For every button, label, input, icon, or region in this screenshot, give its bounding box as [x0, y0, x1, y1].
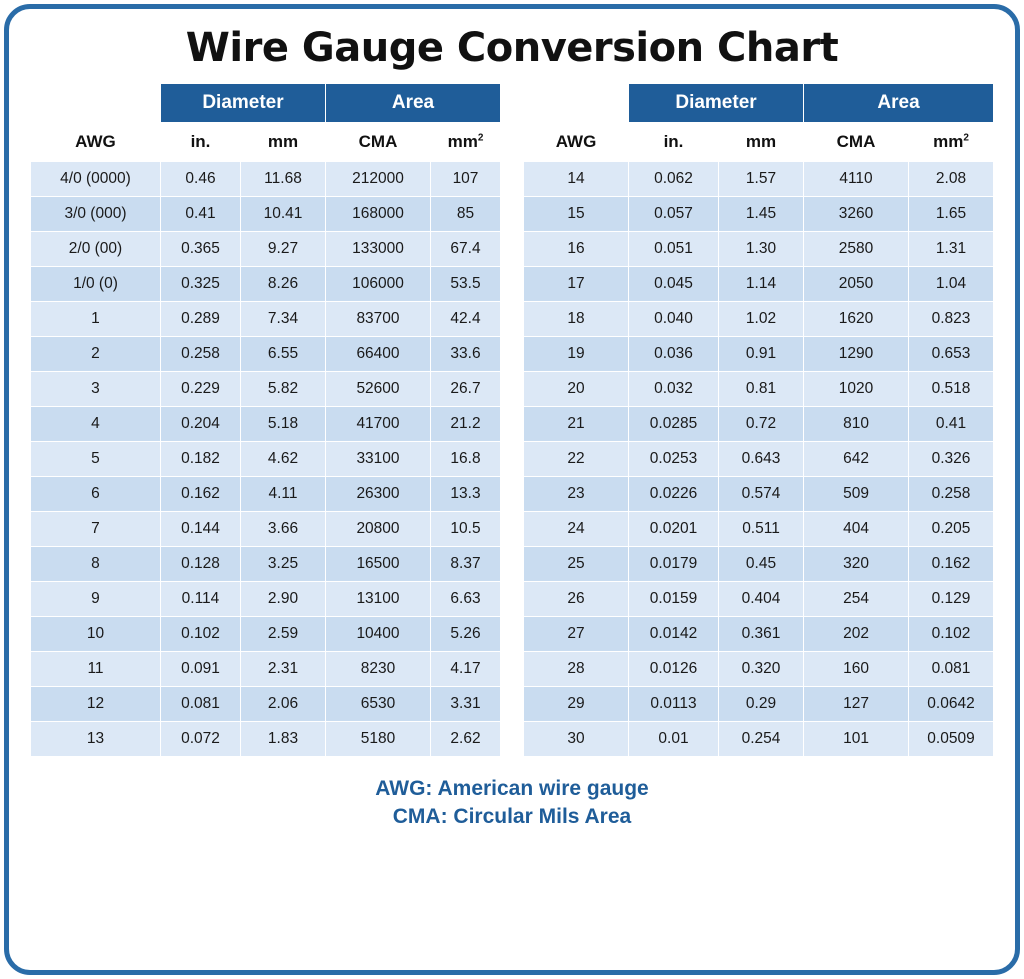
awg-cell: 21: [524, 407, 629, 442]
table-row: [524, 267, 994, 302]
mm2-cell: 33.6: [431, 337, 501, 372]
tables-container: [9, 83, 1015, 757]
column-header-mm2-base: mm: [933, 132, 964, 151]
column-header-inch: in.: [160, 123, 240, 162]
mm2-cell: 6.63: [431, 582, 501, 617]
column-header-mm2-base: mm: [447, 132, 478, 151]
wire-gauge-table-left: [30, 83, 501, 757]
mm2-cell: 0.102: [909, 617, 994, 652]
inch-cell: 0.0226: [629, 477, 719, 512]
cma-cell: 20800: [326, 512, 431, 547]
awg-cell: 11: [30, 652, 160, 687]
mm2-cell: 0.41: [909, 407, 994, 442]
inch-cell: 0.01: [629, 722, 719, 757]
cma-cell: 404: [804, 512, 909, 547]
table-sub-header-row: [524, 123, 994, 162]
mm-cell: 1.45: [719, 197, 804, 232]
awg-cell: 28: [524, 652, 629, 687]
cma-cell: 320: [804, 547, 909, 582]
mm-cell: 3.66: [240, 512, 325, 547]
mm2-cell: 0.823: [909, 302, 994, 337]
awg-cell: 23: [524, 477, 629, 512]
cma-cell: 83700: [326, 302, 431, 337]
group-header-blank: [30, 84, 160, 123]
table-row: [524, 547, 994, 582]
cma-cell: 127: [804, 687, 909, 722]
mm2-cell: 21.2: [431, 407, 501, 442]
inch-cell: 0.0142: [629, 617, 719, 652]
mm-cell: 1.83: [240, 722, 325, 757]
cma-cell: 1620: [804, 302, 909, 337]
mm2-cell: 107: [431, 162, 501, 197]
mm-cell: 5.82: [240, 372, 325, 407]
awg-cell: 27: [524, 617, 629, 652]
awg-cell: 22: [524, 442, 629, 477]
awg-cell: 18: [524, 302, 629, 337]
mm-cell: 0.511: [719, 512, 804, 547]
column-header-cma: CMA: [804, 123, 909, 162]
mm2-cell: 0.162: [909, 547, 994, 582]
table-row: [524, 197, 994, 232]
mm-cell: 0.91: [719, 337, 804, 372]
inch-cell: 0.102: [160, 617, 240, 652]
table-row: [30, 372, 500, 407]
mm-cell: 0.254: [719, 722, 804, 757]
legend: [9, 775, 1015, 832]
cma-cell: 509: [804, 477, 909, 512]
table-row: [30, 197, 500, 232]
table-row: [30, 232, 500, 267]
column-header-mm2: [431, 123, 501, 162]
group-header-diameter: Diameter: [629, 84, 804, 123]
mm2-cell: 0.0509: [909, 722, 994, 757]
column-header-mm2: [909, 123, 994, 162]
inch-cell: 0.204: [160, 407, 240, 442]
awg-cell: 15: [524, 197, 629, 232]
table-row: [524, 302, 994, 337]
mm2-cell: 13.3: [431, 477, 501, 512]
awg-cell: 14: [524, 162, 629, 197]
awg-cell: 7: [30, 512, 160, 547]
group-header-blank: [524, 84, 629, 123]
awg-cell: 3: [30, 372, 160, 407]
mm2-cell: 1.65: [909, 197, 994, 232]
cma-cell: 52600: [326, 372, 431, 407]
mm2-cell: 0.258: [909, 477, 994, 512]
awg-cell: 17: [524, 267, 629, 302]
inch-cell: 0.0159: [629, 582, 719, 617]
column-header-awg: AWG: [30, 123, 160, 162]
mm2-cell: 5.26: [431, 617, 501, 652]
cma-cell: 2580: [804, 232, 909, 267]
table-row: [524, 442, 994, 477]
mm-cell: 8.26: [240, 267, 325, 302]
cma-cell: 8230: [326, 652, 431, 687]
cma-cell: 16500: [326, 547, 431, 582]
cma-cell: 41700: [326, 407, 431, 442]
mm-cell: 0.320: [719, 652, 804, 687]
cma-cell: 5180: [326, 722, 431, 757]
mm-cell: 10.41: [240, 197, 325, 232]
mm2-cell: 10.5: [431, 512, 501, 547]
mm2-cell: 42.4: [431, 302, 501, 337]
table-row: [524, 477, 994, 512]
cma-cell: 160: [804, 652, 909, 687]
awg-cell: 13: [30, 722, 160, 757]
inch-cell: 0.0179: [629, 547, 719, 582]
inch-cell: 0.0126: [629, 652, 719, 687]
cma-cell: 168000: [326, 197, 431, 232]
mm-cell: 4.11: [240, 477, 325, 512]
inch-cell: 0.41: [160, 197, 240, 232]
mm-cell: 3.25: [240, 547, 325, 582]
awg-cell: 8: [30, 547, 160, 582]
awg-cell: 4: [30, 407, 160, 442]
table-row: [524, 687, 994, 722]
awg-cell: 9: [30, 582, 160, 617]
mm-cell: 2.59: [240, 617, 325, 652]
table-row: [30, 442, 500, 477]
inch-cell: 0.258: [160, 337, 240, 372]
inch-cell: 0.365: [160, 232, 240, 267]
mm-cell: 0.404: [719, 582, 804, 617]
awg-cell: 30: [524, 722, 629, 757]
table-row: [524, 617, 994, 652]
awg-cell: 6: [30, 477, 160, 512]
awg-cell: 25: [524, 547, 629, 582]
mm-cell: 0.574: [719, 477, 804, 512]
mm2-cell: 8.37: [431, 547, 501, 582]
cma-cell: 642: [804, 442, 909, 477]
inch-cell: 0.072: [160, 722, 240, 757]
cma-cell: 2050: [804, 267, 909, 302]
table-row: [30, 582, 500, 617]
cma-cell: 106000: [326, 267, 431, 302]
mm-cell: 1.14: [719, 267, 804, 302]
wire-gauge-table-right: [523, 83, 994, 757]
table-row: [30, 512, 500, 547]
inch-cell: 0.182: [160, 442, 240, 477]
group-header-diameter: Diameter: [160, 84, 325, 123]
mm2-cell: 0.0642: [909, 687, 994, 722]
cma-cell: 810: [804, 407, 909, 442]
awg-cell: 5: [30, 442, 160, 477]
column-header-mm: mm: [240, 123, 325, 162]
inch-cell: 0.051: [629, 232, 719, 267]
column-header-mm: mm: [719, 123, 804, 162]
inch-cell: 0.144: [160, 512, 240, 547]
chart-card: [4, 4, 1020, 975]
mm-cell: 7.34: [240, 302, 325, 337]
mm-cell: 1.02: [719, 302, 804, 337]
table-row: [524, 162, 994, 197]
mm-cell: 0.361: [719, 617, 804, 652]
mm-cell: 5.18: [240, 407, 325, 442]
cma-cell: 202: [804, 617, 909, 652]
awg-cell: 12: [30, 687, 160, 722]
mm-cell: 2.06: [240, 687, 325, 722]
inch-cell: 0.045: [629, 267, 719, 302]
table-body-left: [30, 162, 500, 757]
mm-cell: 0.643: [719, 442, 804, 477]
inch-cell: 0.062: [629, 162, 719, 197]
table-row: [524, 652, 994, 687]
inch-cell: 0.128: [160, 547, 240, 582]
table-row: [524, 722, 994, 757]
cma-cell: 10400: [326, 617, 431, 652]
mm2-cell: 0.129: [909, 582, 994, 617]
table-row: [524, 512, 994, 547]
mm-cell: 11.68: [240, 162, 325, 197]
table-sub-header-row: [30, 123, 500, 162]
cma-cell: 133000: [326, 232, 431, 267]
cma-cell: 1020: [804, 372, 909, 407]
column-header-mm2-sup: 2: [963, 132, 969, 144]
cma-cell: 212000: [326, 162, 431, 197]
table-row: [524, 407, 994, 442]
inch-cell: 0.040: [629, 302, 719, 337]
mm2-cell: 16.8: [431, 442, 501, 477]
mm-cell: 0.72: [719, 407, 804, 442]
inch-cell: 0.036: [629, 337, 719, 372]
mm-cell: 9.27: [240, 232, 325, 267]
inch-cell: 0.162: [160, 477, 240, 512]
cma-cell: 254: [804, 582, 909, 617]
mm2-cell: 0.081: [909, 652, 994, 687]
mm2-cell: 2.62: [431, 722, 501, 757]
mm-cell: 0.45: [719, 547, 804, 582]
awg-cell: 26: [524, 582, 629, 617]
mm2-cell: 4.17: [431, 652, 501, 687]
inch-cell: 0.46: [160, 162, 240, 197]
mm2-cell: 2.08: [909, 162, 994, 197]
mm-cell: 1.57: [719, 162, 804, 197]
inch-cell: 0.114: [160, 582, 240, 617]
awg-cell: 10: [30, 617, 160, 652]
awg-cell: 2/0 (00): [30, 232, 160, 267]
mm-cell: 6.55: [240, 337, 325, 372]
mm-cell: 2.31: [240, 652, 325, 687]
mm2-cell: 1.04: [909, 267, 994, 302]
mm2-cell: 67.4: [431, 232, 501, 267]
table-row: [524, 337, 994, 372]
table-row: [30, 337, 500, 372]
mm-cell: 2.90: [240, 582, 325, 617]
inch-cell: 0.229: [160, 372, 240, 407]
awg-cell: 1: [30, 302, 160, 337]
table-row: [30, 547, 500, 582]
awg-cell: 24: [524, 512, 629, 547]
mm2-cell: 0.205: [909, 512, 994, 547]
table-row: [30, 617, 500, 652]
mm2-cell: 26.7: [431, 372, 501, 407]
table-row: [524, 372, 994, 407]
cma-cell: 6530: [326, 687, 431, 722]
mm2-cell: 0.326: [909, 442, 994, 477]
table-row: [30, 652, 500, 687]
inch-cell: 0.081: [160, 687, 240, 722]
table-row: [30, 722, 500, 757]
mm-cell: 1.30: [719, 232, 804, 267]
group-header-area: Area: [326, 84, 501, 123]
mm2-cell: 85: [431, 197, 501, 232]
column-header-awg: AWG: [524, 123, 629, 162]
cma-cell: 3260: [804, 197, 909, 232]
cma-cell: 26300: [326, 477, 431, 512]
awg-cell: 3/0 (000): [30, 197, 160, 232]
inch-cell: 0.0201: [629, 512, 719, 547]
table-row: [524, 582, 994, 617]
mm2-cell: 1.31: [909, 232, 994, 267]
table-row: [30, 687, 500, 722]
mm2-cell: 3.31: [431, 687, 501, 722]
mm2-cell: 0.653: [909, 337, 994, 372]
inch-cell: 0.057: [629, 197, 719, 232]
column-header-mm2-sup: 2: [477, 132, 484, 144]
awg-cell: 19: [524, 337, 629, 372]
inch-cell: 0.325: [160, 267, 240, 302]
cma-cell: 13100: [326, 582, 431, 617]
table-row: [30, 162, 500, 197]
cma-cell: 101: [804, 722, 909, 757]
awg-cell: 29: [524, 687, 629, 722]
awg-cell: 4/0 (0000): [30, 162, 160, 197]
column-header-inch: in.: [629, 123, 719, 162]
table-row: [30, 407, 500, 442]
mm-cell: 4.62: [240, 442, 325, 477]
mm-cell: 0.81: [719, 372, 804, 407]
awg-cell: 1/0 (0): [30, 267, 160, 302]
legend-line-cma: CMA: Circular Mils Area: [392, 805, 632, 829]
table-row: [30, 302, 500, 337]
column-header-cma: CMA: [326, 123, 431, 162]
inch-cell: 0.0253: [629, 442, 719, 477]
cma-cell: 33100: [326, 442, 431, 477]
inch-cell: 0.091: [160, 652, 240, 687]
table-group-header-row: [524, 84, 994, 123]
group-header-area: Area: [804, 84, 994, 123]
table-row: [524, 232, 994, 267]
table-group-header-row: [30, 84, 500, 123]
mm-cell: 0.29: [719, 687, 804, 722]
mm2-cell: 53.5: [431, 267, 501, 302]
page-title: Wire Gauge Conversion Chart: [185, 25, 839, 71]
mm2-cell: 0.518: [909, 372, 994, 407]
inch-cell: 0.0113: [629, 687, 719, 722]
inch-cell: 0.032: [629, 372, 719, 407]
awg-cell: 16: [524, 232, 629, 267]
awg-cell: 20: [524, 372, 629, 407]
cma-cell: 1290: [804, 337, 909, 372]
table-row: [30, 267, 500, 302]
table-row: [30, 477, 500, 512]
awg-cell: 2: [30, 337, 160, 372]
inch-cell: 0.0285: [629, 407, 719, 442]
inch-cell: 0.289: [160, 302, 240, 337]
legend-line-awg: AWG: American wire gauge: [375, 777, 649, 800]
table-body-right: [524, 162, 994, 757]
cma-cell: 66400: [326, 337, 431, 372]
cma-cell: 4110: [804, 162, 909, 197]
